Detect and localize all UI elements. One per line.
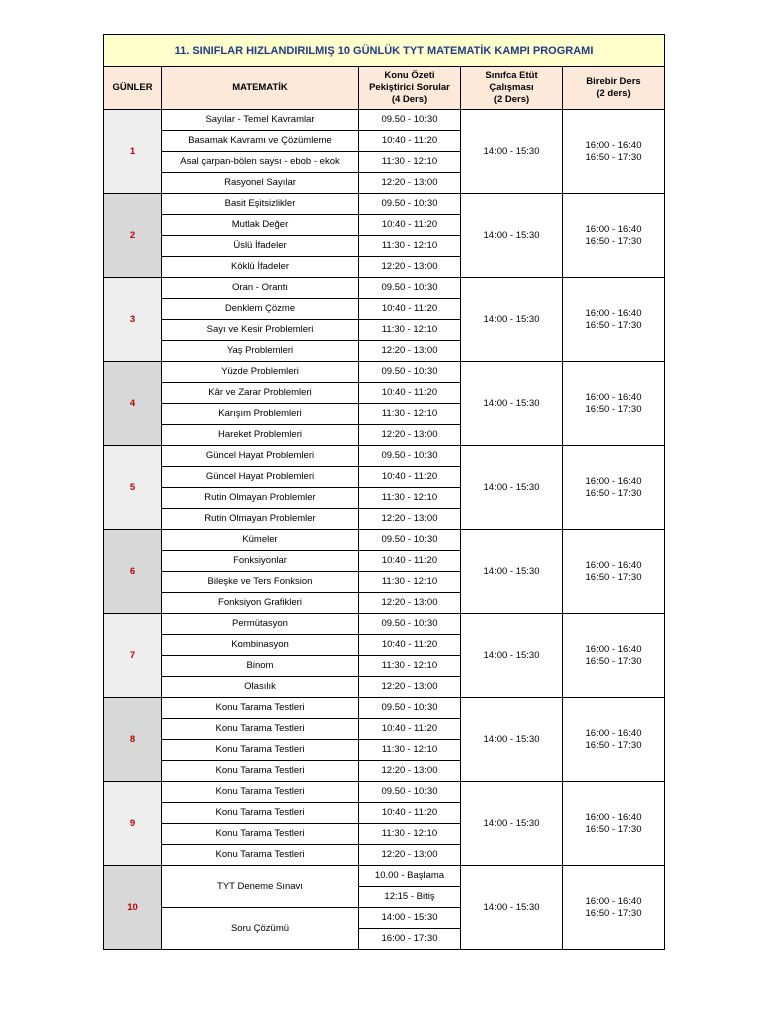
birebir-time-line: 16:00 - 16:40 — [585, 811, 642, 823]
birebir-time-line: 16:00 - 16:40 — [585, 475, 642, 487]
table-row — [104, 698, 665, 719]
time-cell: 09.50 - 10:30 — [359, 278, 461, 299]
subject-cell: Konu Tarama Testleri — [162, 803, 359, 824]
time-cell: 11:30 - 12:10 — [359, 824, 461, 845]
subject-cell: Kümeler — [162, 530, 359, 551]
schedule-table — [103, 34, 665, 950]
time-cell: 09.50 - 10:30 — [359, 698, 461, 719]
subject-cell: Yaş Problemleri — [162, 341, 359, 362]
subject-cell: Konu Tarama Testleri — [162, 824, 359, 845]
header-konu-ozeti-line: (4 Ders) — [391, 94, 428, 105]
table-row — [104, 278, 665, 299]
time-cell: 12:20 - 13:00 — [359, 593, 461, 614]
header-sinifca-etut-line: (2 Ders) — [493, 94, 530, 105]
time-cell: 10.00 - Başlama — [359, 866, 461, 887]
time-cell: 12:20 - 13:00 — [359, 761, 461, 782]
time-cell: 10:40 - 11:20 — [359, 803, 461, 824]
birebir-time — [563, 614, 665, 698]
etut-time: 14:00 - 15:30 — [461, 530, 563, 614]
subject-cell: Güncel Hayat Problemleri — [162, 467, 359, 488]
table-row — [104, 866, 665, 887]
time-cell: 09.50 - 10:30 — [359, 782, 461, 803]
subject-cell: Rutin Olmayan Problemler — [162, 509, 359, 530]
time-cell: 16:00 - 17:30 — [359, 929, 461, 950]
table-row — [104, 446, 665, 467]
birebir-time-line: 16:00 - 16:40 — [585, 391, 642, 403]
time-cell: 11:30 - 12:10 — [359, 488, 461, 509]
birebir-time-line: 16:00 - 16:40 — [585, 559, 642, 571]
subject-cell: Fonksiyon Grafikleri — [162, 593, 359, 614]
time-cell: 12:15 - Bitiş — [359, 887, 461, 908]
subject-cell: Rasyonel Sayılar — [162, 173, 359, 194]
subject-cell: Fonksiyonlar — [162, 551, 359, 572]
birebir-time-line: 16:00 - 16:40 — [585, 223, 642, 235]
etut-time: 14:00 - 15:30 — [461, 362, 563, 446]
time-cell: 09.50 - 10:30 — [359, 530, 461, 551]
subject-cell: Üslü İfadeler — [162, 236, 359, 257]
time-cell: 11:30 - 12:10 — [359, 236, 461, 257]
subject-cell: Konu Tarama Testleri — [162, 740, 359, 761]
header-row — [104, 67, 665, 110]
title-row — [104, 35, 665, 67]
time-cell: 10:40 - 11:20 — [359, 131, 461, 152]
table-row — [104, 110, 665, 131]
page-title: 11. SINIFLAR HIZLANDIRILMIŞ 10 GÜNLÜK TYT MATEMATİK KAMPI PROGRAMI — [104, 35, 665, 67]
time-cell: 14:00 - 15:30 — [359, 908, 461, 929]
header-konu-ozeti-line: Konu Özeti — [384, 70, 435, 81]
day-number: 2 — [104, 194, 162, 278]
time-cell: 10:40 - 11:20 — [359, 383, 461, 404]
birebir-time-line: 16:50 - 17:30 — [585, 319, 642, 331]
subject-cell: Denklem Çözme — [162, 299, 359, 320]
subject-cell: Rutin Olmayan Problemler — [162, 488, 359, 509]
subject-cell: Güncel Hayat Problemleri — [162, 446, 359, 467]
etut-time: 14:00 - 15:30 — [461, 614, 563, 698]
day-number: 8 — [104, 698, 162, 782]
day-number: 9 — [104, 782, 162, 866]
etut-time: 14:00 - 15:30 — [461, 782, 563, 866]
subject-cell: Permütasyon — [162, 614, 359, 635]
birebir-time-line: 16:50 - 17:30 — [585, 823, 642, 835]
birebir-time-line: 16:50 - 17:30 — [585, 487, 642, 499]
birebir-time — [563, 446, 665, 530]
subject-cell: Konu Tarama Testleri — [162, 698, 359, 719]
time-cell: 09.50 - 10:30 — [359, 614, 461, 635]
header-birebir-line: (2 ders) — [596, 88, 631, 99]
table-row — [104, 530, 665, 551]
time-cell: 12:20 - 13:00 — [359, 425, 461, 446]
header-matematik: MATEMATİK — [162, 67, 359, 110]
subject-cell: Hareket Problemleri — [162, 425, 359, 446]
header-konu-ozeti — [359, 67, 461, 110]
header-sinifca-etut — [461, 67, 563, 110]
birebir-time-line: 16:50 - 17:30 — [585, 151, 642, 163]
time-cell: 12:20 - 13:00 — [359, 341, 461, 362]
time-cell: 12:20 - 13:00 — [359, 257, 461, 278]
time-cell: 12:20 - 13:00 — [359, 677, 461, 698]
time-cell: 10:40 - 11:20 — [359, 635, 461, 656]
day-number: 10 — [104, 866, 162, 950]
header-konu-ozeti-line: Pekiştirici Sorular — [369, 82, 450, 93]
time-cell: 11:30 - 12:10 — [359, 320, 461, 341]
day-number: 6 — [104, 530, 162, 614]
subject-cell: Konu Tarama Testleri — [162, 761, 359, 782]
header-sinifca-etut-line: Çalışması — [489, 82, 534, 93]
subject-cell: Sayılar - Temel Kavramlar — [162, 110, 359, 131]
birebir-time-line: 16:00 - 16:40 — [585, 307, 642, 319]
subject-cell: Oran - Orantı — [162, 278, 359, 299]
time-cell: 12:20 - 13:00 — [359, 173, 461, 194]
birebir-time-line: 16:50 - 17:30 — [585, 571, 642, 583]
subject-cell: Soru Çözümü — [162, 908, 359, 950]
birebir-time-line: 16:00 - 16:40 — [585, 895, 642, 907]
header-gunler: GÜNLER — [104, 67, 162, 110]
subject-cell: Olasılık — [162, 677, 359, 698]
subject-cell: Sayı ve Kesir Problemleri — [162, 320, 359, 341]
subject-cell: Basamak Kavramı ve Çözümleme — [162, 131, 359, 152]
day-number: 3 — [104, 278, 162, 362]
time-cell: 11:30 - 12:10 — [359, 152, 461, 173]
etut-time: 14:00 - 15:30 — [461, 698, 563, 782]
birebir-time — [563, 278, 665, 362]
subject-cell: Asal çarpan-bölen saysı - ebob - ekok — [162, 152, 359, 173]
time-cell: 12:20 - 13:00 — [359, 845, 461, 866]
birebir-time — [563, 698, 665, 782]
subject-cell: Kombinasyon — [162, 635, 359, 656]
etut-time: 14:00 - 15:30 — [461, 194, 563, 278]
table-row — [104, 614, 665, 635]
time-cell: 09.50 - 10:30 — [359, 446, 461, 467]
birebir-time-line: 16:50 - 17:30 — [585, 655, 642, 667]
birebir-time-line: 16:00 - 16:40 — [585, 727, 642, 739]
birebir-time-line: 16:00 - 16:40 — [585, 139, 642, 151]
birebir-time-line: 16:50 - 17:30 — [585, 907, 642, 919]
time-cell: 10:40 - 11:20 — [359, 299, 461, 320]
birebir-time — [563, 782, 665, 866]
birebir-time — [563, 194, 665, 278]
subject-cell: Konu Tarama Testleri — [162, 782, 359, 803]
time-cell: 09.50 - 10:30 — [359, 194, 461, 215]
time-cell: 11:30 - 12:10 — [359, 656, 461, 677]
day-number: 4 — [104, 362, 162, 446]
etut-time: 14:00 - 15:30 — [461, 866, 563, 950]
header-birebir-line: Birebir Ders — [586, 76, 641, 87]
header-sinifca-etut-line: Sınıfca Etüt — [485, 70, 538, 81]
time-cell: 10:40 - 11:20 — [359, 215, 461, 236]
subject-cell: TYT Deneme Sınavı — [162, 866, 359, 908]
etut-time: 14:00 - 15:30 — [461, 278, 563, 362]
time-cell: 12:20 - 13:00 — [359, 509, 461, 530]
birebir-time-line: 16:50 - 17:30 — [585, 403, 642, 415]
day-number: 1 — [104, 110, 162, 194]
subject-cell: Kâr ve Zarar Problemleri — [162, 383, 359, 404]
table-row — [104, 782, 665, 803]
time-cell: 11:30 - 12:10 — [359, 404, 461, 425]
birebir-time — [563, 530, 665, 614]
birebir-time-line: 16:50 - 17:30 — [585, 235, 642, 247]
birebir-time — [563, 110, 665, 194]
time-cell: 10:40 - 11:20 — [359, 467, 461, 488]
subject-cell: Bileşke ve Ters Fonksion — [162, 572, 359, 593]
table-row — [104, 362, 665, 383]
header-birebir — [563, 67, 665, 110]
subject-cell: Binom — [162, 656, 359, 677]
subject-cell: Karışım Problemleri — [162, 404, 359, 425]
time-cell: 11:30 - 12:10 — [359, 572, 461, 593]
etut-time: 14:00 - 15:30 — [461, 110, 563, 194]
birebir-time-line: 16:00 - 16:40 — [585, 643, 642, 655]
subject-cell: Basit Eşitsizlikler — [162, 194, 359, 215]
etut-time: 14:00 - 15:30 — [461, 446, 563, 530]
time-cell: 11:30 - 12:10 — [359, 740, 461, 761]
birebir-time — [563, 866, 665, 950]
time-cell: 09.50 - 10:30 — [359, 362, 461, 383]
subject-cell: Konu Tarama Testleri — [162, 719, 359, 740]
time-cell: 09.50 - 10:30 — [359, 110, 461, 131]
day-number: 5 — [104, 446, 162, 530]
subject-cell: Mutlak Değer — [162, 215, 359, 236]
day-number: 7 — [104, 614, 162, 698]
table-row — [104, 194, 665, 215]
subject-cell: Yüzde Problemleri — [162, 362, 359, 383]
time-cell: 10:40 - 11:20 — [359, 551, 461, 572]
birebir-time-line: 16:50 - 17:30 — [585, 739, 642, 751]
time-cell: 10:40 - 11:20 — [359, 719, 461, 740]
subject-cell: Konu Tarama Testleri — [162, 845, 359, 866]
birebir-time — [563, 362, 665, 446]
subject-cell: Köklü İfadeler — [162, 257, 359, 278]
